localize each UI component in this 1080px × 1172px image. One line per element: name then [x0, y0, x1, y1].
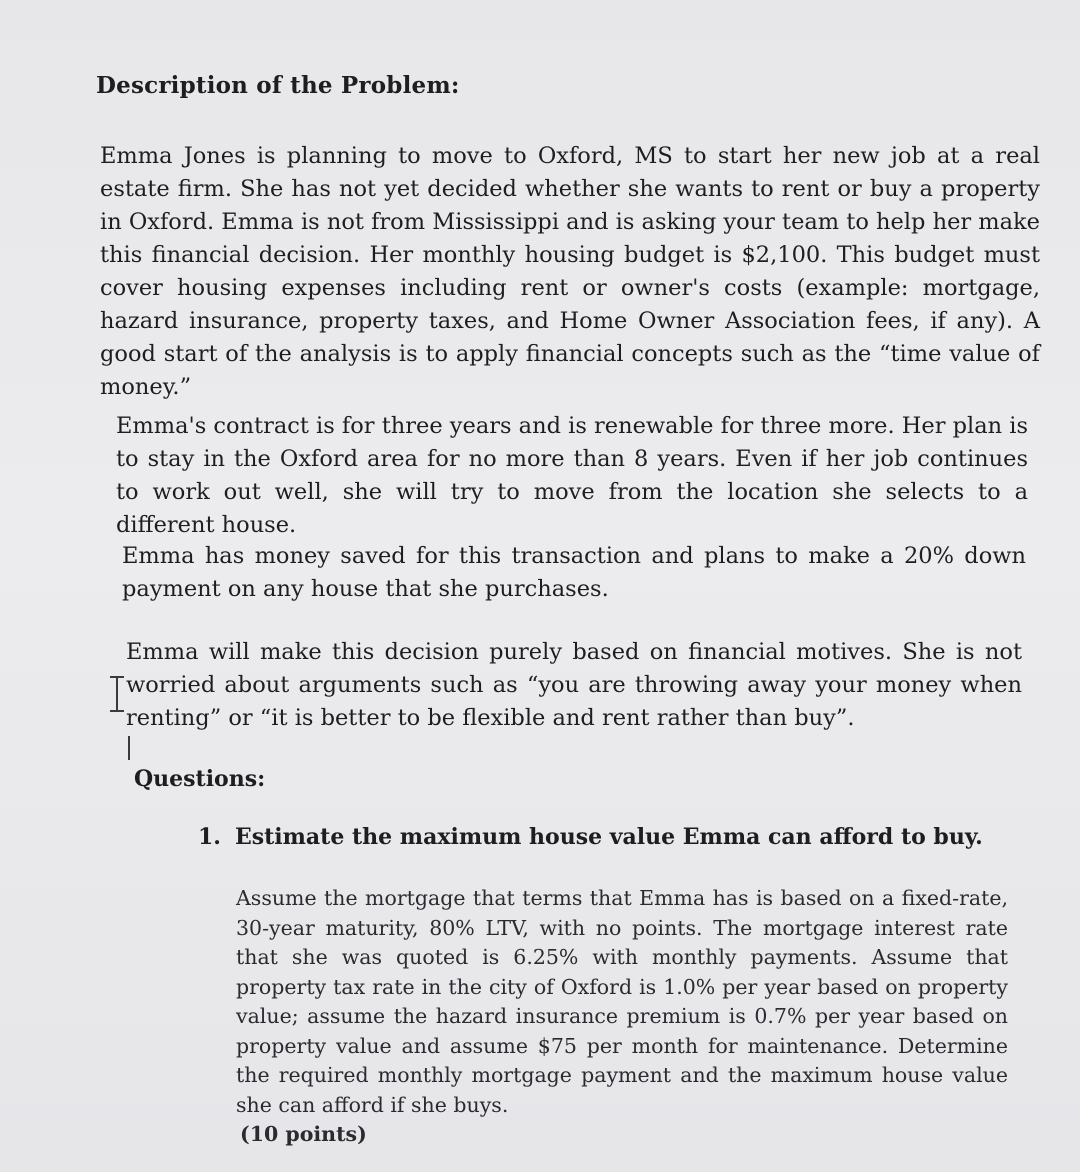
paragraph-down-payment: Emma has money saved for this transaction and plans to make a 20% down payment on any house that she purchases.	[122, 543, 1026, 602]
text-cursor-icon	[110, 676, 124, 712]
question-1-detail: Assume the mortgage that terms that Emma has is based on a fixed-rate, 30-year maturity, 80% LTV, with no points. The mortgage interest rate that she was quoted is 6.25% with monthly payments. Assume that property tax rate in the city of Oxford is 1.0% per year based on property value; assume the hazard insurance premium is 0.7% per year based on property value and assume $75 per month for maintenance. Determine the required monthly mortgage payment and the maximum house value she can afford if she buys.	[236, 886, 1008, 1117]
paragraph-contract: Emma's contract is for three years and is renewable for three more. Her plan is to stay in the Oxford area for no more than 8 years. Even if her job continues to work out well, she will try to move from the location she selects to a different house.	[116, 413, 1029, 538]
paragraph-intro: Emma Jones is planning to move to Oxford, MS to start her new job at a real estate firm. She has not yet decided whether she wants to rent or buy a property in Oxford. Emma is not from Mississippi and is asking your team to help her make this financial decision. Her monthly housing budget is $2,100. This budget must cover housing expenses including rent or owner's costs (example: mortgage, hazard insurance, property taxes, and Home Owner Association fees, if any). A good start of the analysis is to apply financial concepts such as the “time value of money.”	[100, 143, 1041, 400]
question-1-points: (10 points)	[240, 1122, 367, 1146]
text-caret	[128, 736, 130, 760]
question-number: 1.	[198, 824, 221, 850]
paragraph-motives: Emma will make this decision purely based on financial motives. She is not worried about arguments such as “you are throwing away your money when renting” or “it is better to be flexible and rent rather than buy”.	[126, 639, 1022, 731]
question-title: Estimate the maximum house value Emma can afford to buy.	[234, 824, 983, 850]
problem-heading: Description of the Problem:	[96, 72, 460, 99]
question-1	[198, 824, 983, 850]
questions-heading: Questions:	[134, 766, 266, 792]
